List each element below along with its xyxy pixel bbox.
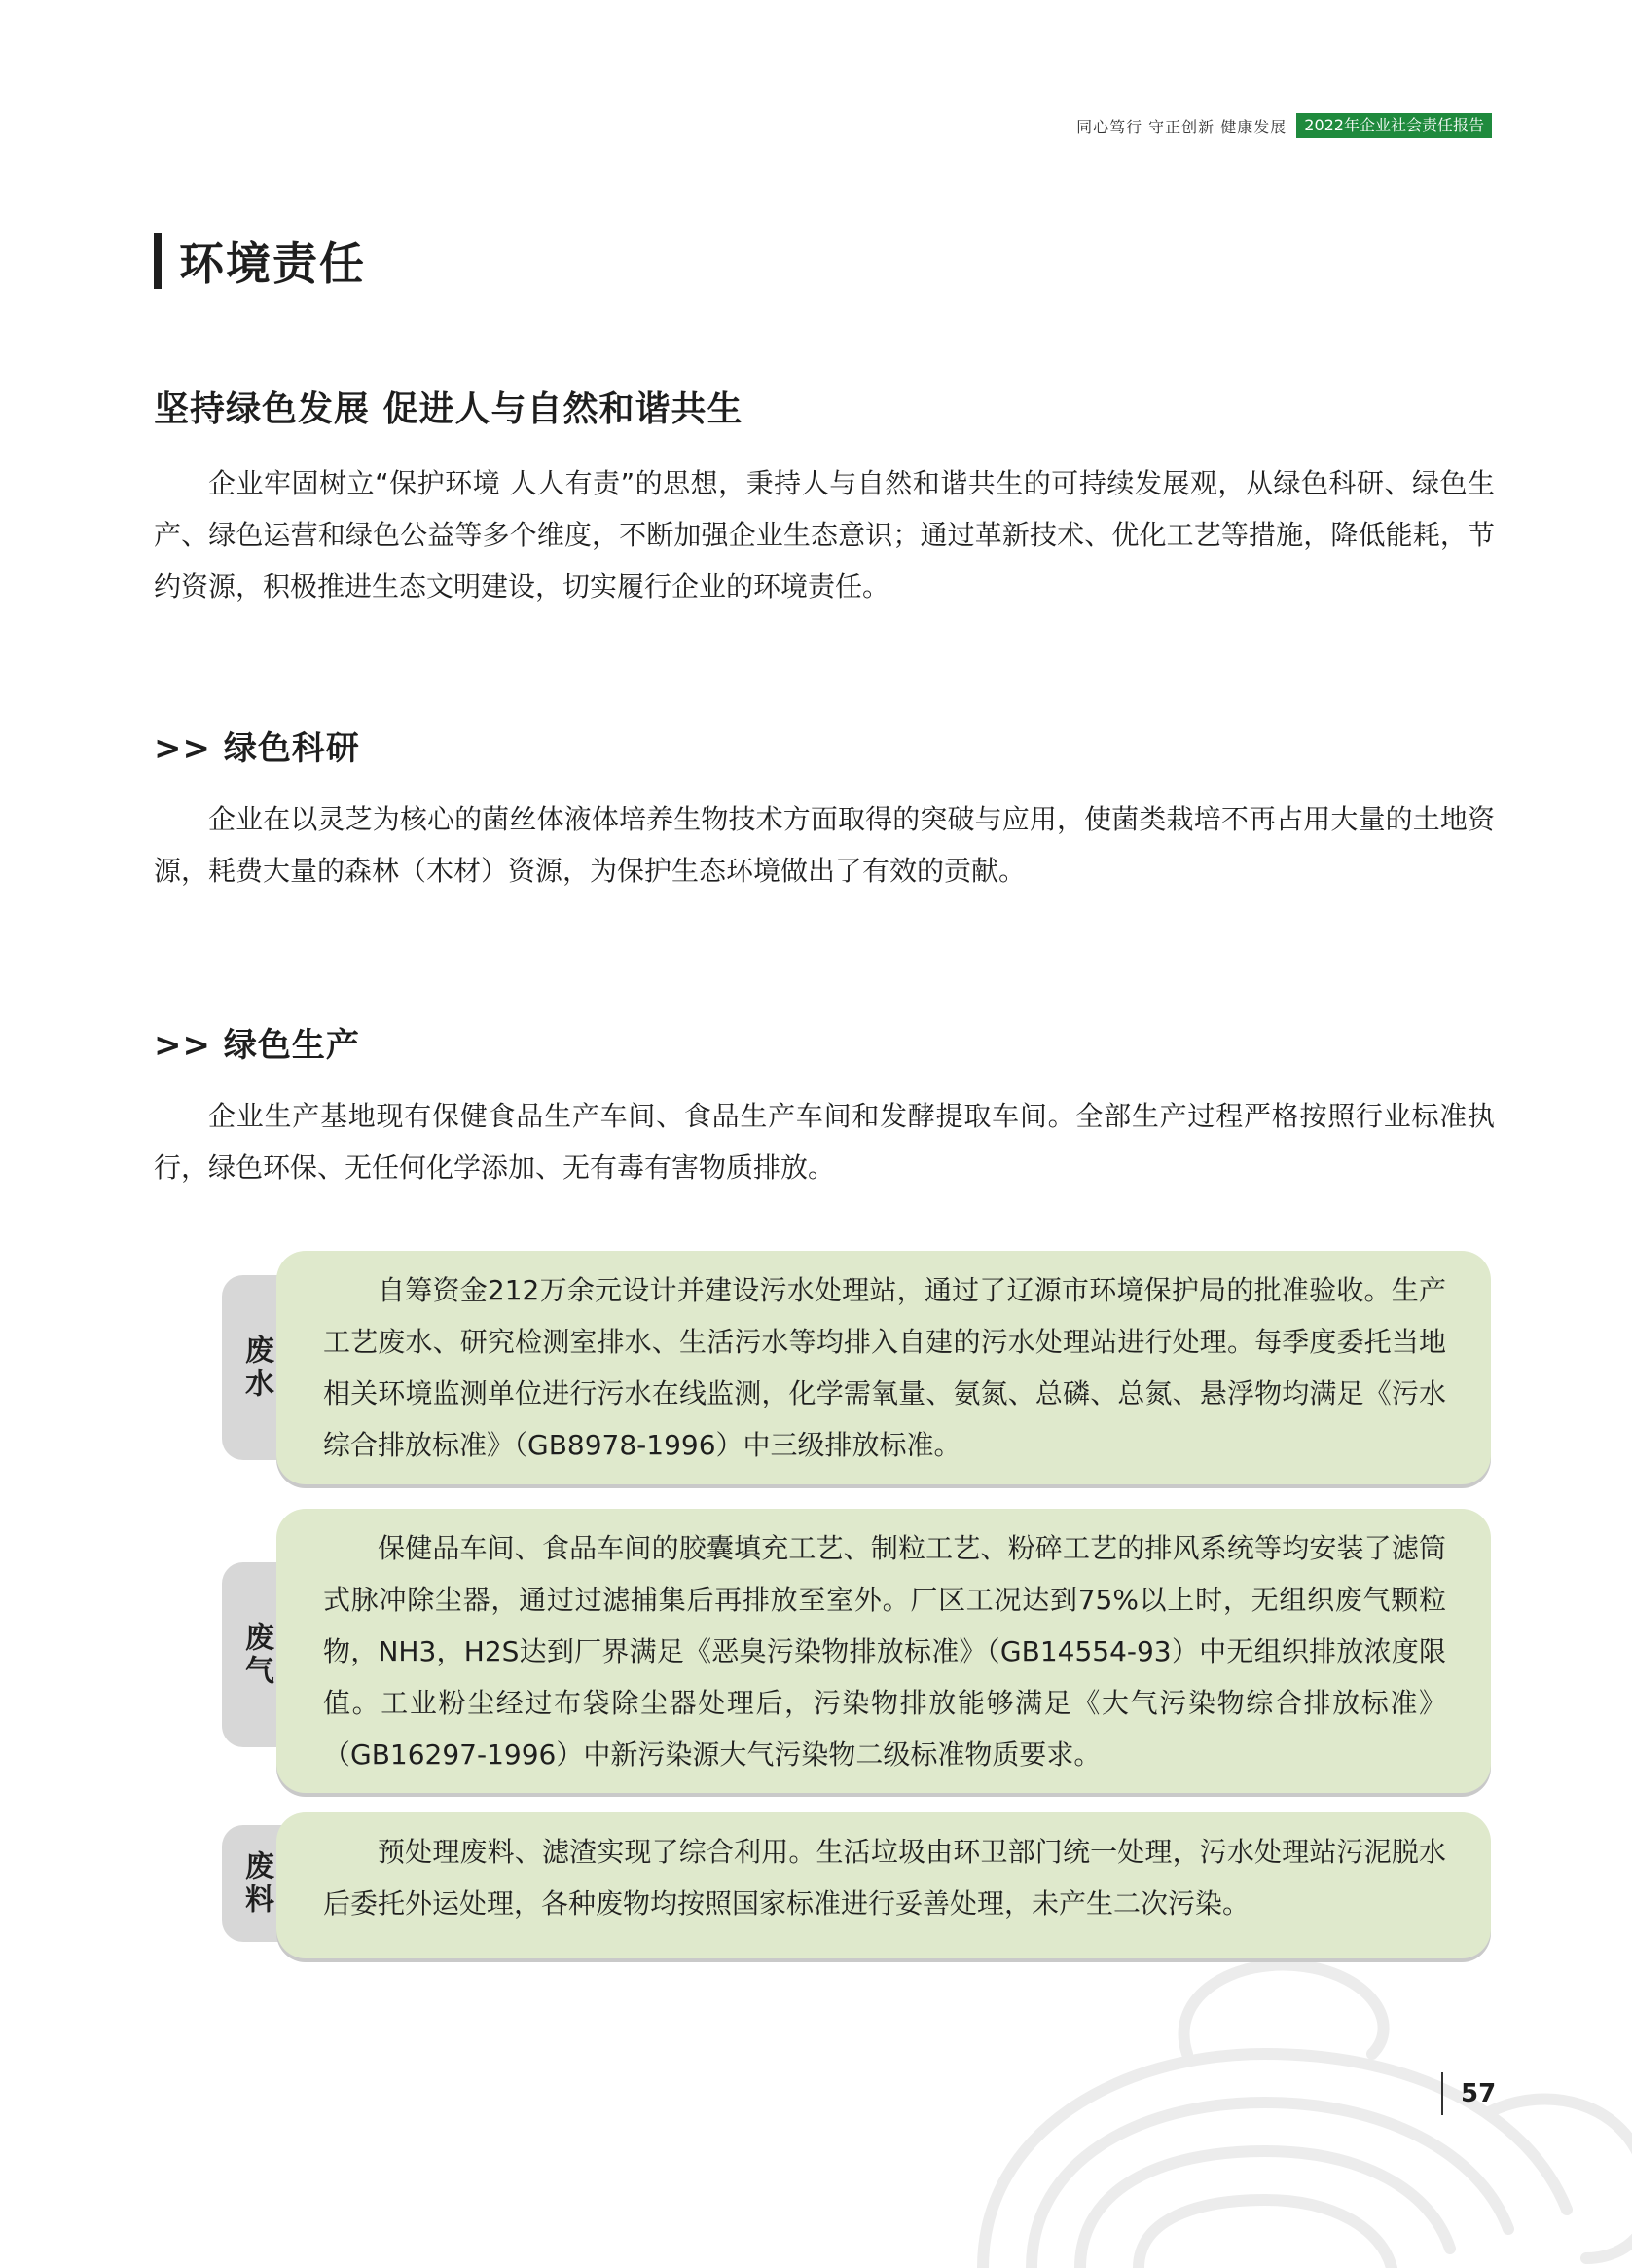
title-bar-marker <box>154 233 162 289</box>
production-paragraph: 企业生产基地现有保健食品生产车间、食品生产车间和发酵提取车间。全部生产过程严格按照行业标准执行，绿色环保、无任何化学添加、无有毒有害物质排放。 <box>154 1100 1495 1184</box>
page-number-text: 57 <box>1461 2079 1497 2108</box>
tab-label: 废气 <box>239 1622 273 1688</box>
card-text: 预处理废料、滤渣实现了综合利用。生活垃圾由环卫部门统一处理，污水处理站污泥脱水后委托外运处理，各种废物均按照国家标准进行妥善处理，未产生二次污染。 <box>323 1836 1446 1920</box>
tab-label: 废料 <box>239 1850 273 1917</box>
subtitle: 坚持绿色发展 促进人与自然和谐共生 <box>154 389 743 429</box>
page-header <box>1076 113 1492 138</box>
card-waste-material <box>276 1812 1491 1958</box>
card-wastewater <box>276 1251 1491 1484</box>
report-title-badge: 2022年企业社会责任报告 <box>1296 113 1492 138</box>
research-paragraph: 企业在以灵芝为核心的菌丝体液体培养生物技术方面取得的突破与应用，使菌类栽培不再占用大量的土地资源，耗费大量的森林（木材）资源，为保护生态环境做出了有效的贡献。 <box>154 803 1495 887</box>
cloud-pattern-watermark <box>944 1937 1632 2268</box>
header-slogan: 同心笃行 守正创新 健康发展 <box>1076 117 1287 136</box>
page-number-divider <box>1441 2072 1443 2115</box>
page-number <box>1441 2071 1496 2116</box>
card-text: 保健品车间、食品车间的胶囊填充工艺、制粒工艺、粉碎工艺的排风系统等均安装了滤筒式脉冲除尘器，通过过滤捕集后再排放至室外。厂区工况达到75%以上时，无组织废气颗粒物，NH3，H2S达到厂界满足《恶臭污染物排放标准》（GB14554-93）中无组织排放浓度限值。工业粉尘经过布袋除尘器处理后，污染物排放能够满足《大气污染物综合排放标准》（GB16297-1996）中新污染源大气污染物二级标准物质要求。 <box>323 1532 1446 1771</box>
research-heading: >> 绿色科研 <box>154 729 360 768</box>
card-text: 自筹资金212万余元设计并建设污水处理站，通过了辽源市环境保护局的批准验收。生产工艺废水、研究检测室排水、生活污水等均排入自建的污水处理站进行处理。每季度委托当地相关环境监测单位进行污水在线监测，化学需氧量、氨氮、总磷、总氮、悬浮物均满足《污水综合排放标准》（GB8978-1996）中三级排放标准。 <box>323 1274 1446 1461</box>
intro-paragraph: 企业牢固树立“保护环境 人人有责”的思想，秉持人与自然和谐共生的可持续发展观，从绿色科研、绿色生产、绿色运营和绿色公益等多个维度，不断加强企业生态意识；通过革新技术、优化工艺等措施，降低能耗，节约资源，积极推进生态文明建设，切实履行企业的环境责任。 <box>154 467 1495 603</box>
card-exhaust-gas <box>276 1509 1491 1793</box>
tab-label: 废水 <box>239 1335 273 1401</box>
section-title <box>154 232 366 290</box>
production-heading: >> 绿色生产 <box>154 1026 360 1065</box>
section-title-text: 环境责任 <box>179 238 366 290</box>
